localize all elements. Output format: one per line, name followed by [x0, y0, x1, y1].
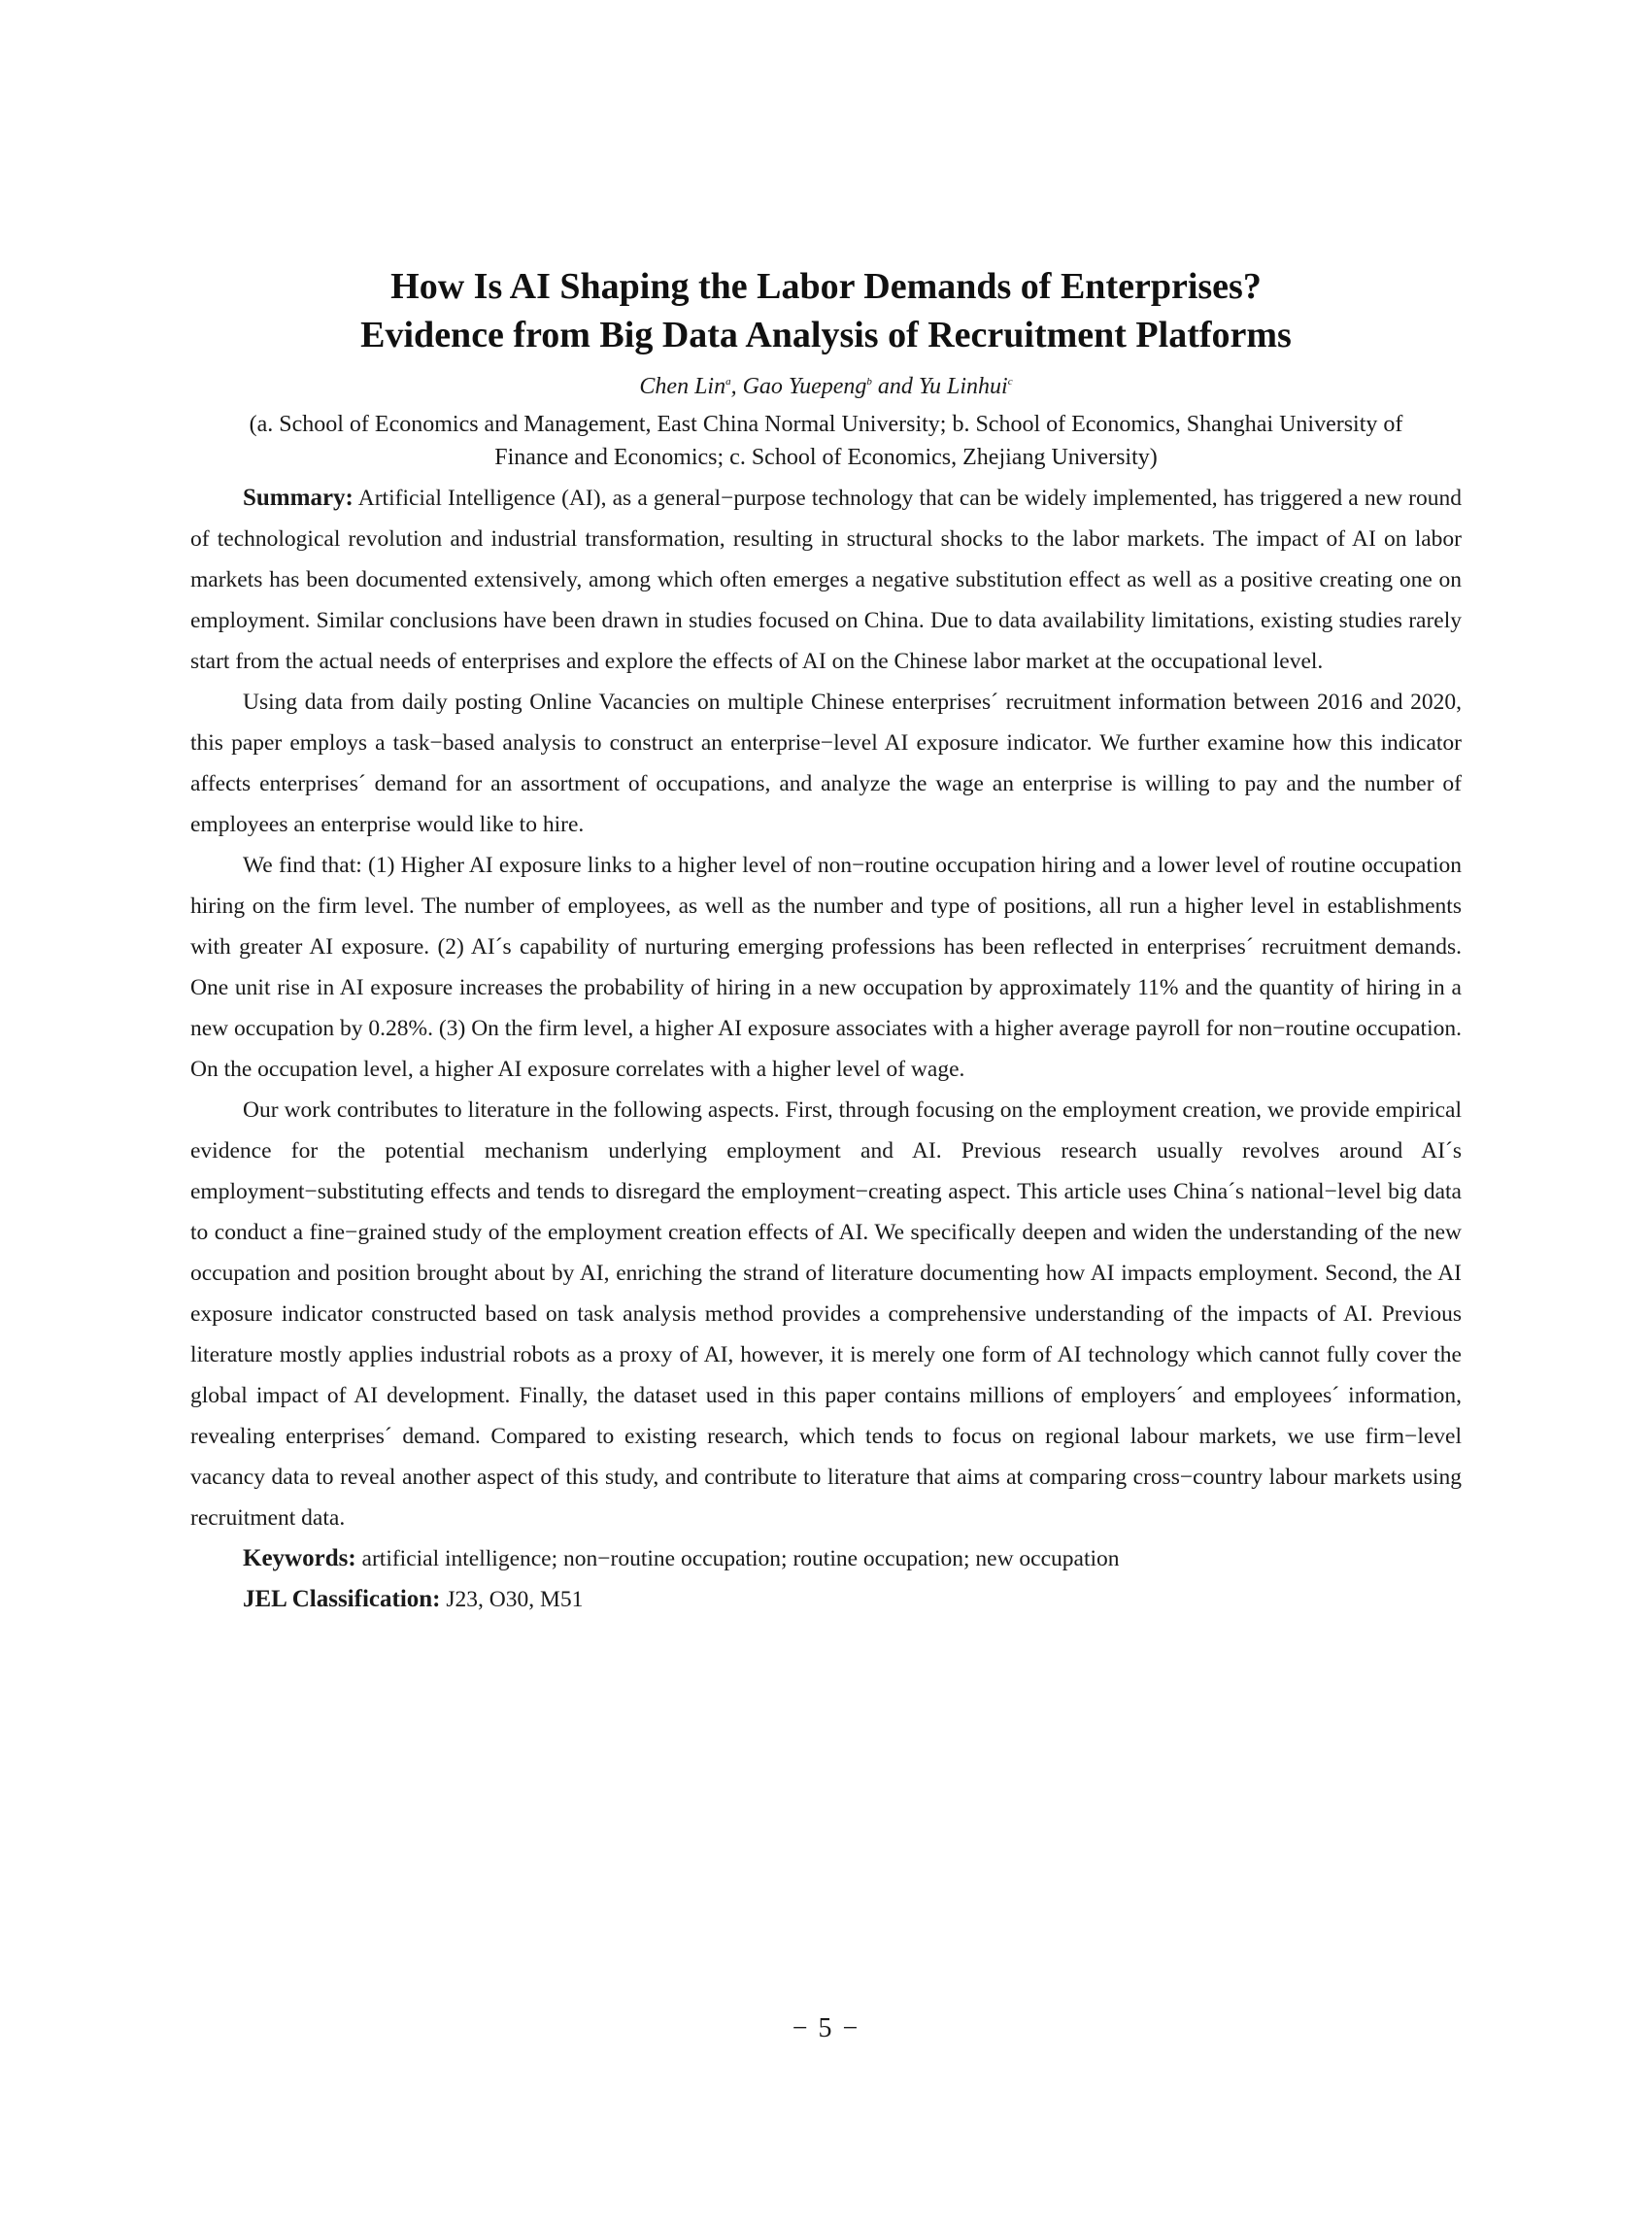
body-paragraph-4: Our work contributes to literature in the following aspects. First, through focusing on the employment creation, we provide empirical evidence for the potential mechanism underlying employment and AI. Previous research usually revolves around AI´s employment−substituting effects and tends to disregard the employment−creating aspect. This article uses China´s national−level big data to conduct a fine−grained study of the employment creation effects of AI. We specifically deepen and widen the understanding of the new occupation and position brought about by AI, enriching the strand of literature documenting how AI impacts employment. Second, the AI exposure indicator constructed based on task analysis method provides a comprehensive understanding of the impacts of AI. Previous literature mostly applies industrial robots as a proxy of AI, however, it is merely one form of AI technology which cannot fully cover the global impact of AI development. Finally, the dataset used in this paper contains millions of employers´ and employees´ information, revealing enterprises´ demand. Compared to existing research, which tends to focus on regional labour markets, we use firm−level vacancy data to reveal another aspect of this study, and contribute to literature that aims at comparing cross−country labour markets using recruitment data. — [190, 1097, 1462, 1531]
title-line-1: How Is AI Shaping the Labor Demands of Enterprises? — [390, 266, 1262, 307]
keywords-label: Keywords: — [243, 1545, 356, 1571]
author-list — [190, 371, 1462, 402]
author-separator: , — [730, 374, 743, 399]
author-1-affil-mark: a — [725, 376, 731, 388]
summary-paragraph — [190, 478, 1462, 682]
author-3: Yu Linhui — [918, 374, 1008, 399]
body-paragraph-3: We find that: (1) Higher AI exposure links to a higher level of non−routine occupation hiring and a lower level of routine occupation hiring on the firm level. The number of employees, as well as the number and type of positions, all run a higher level in establishments with greater AI exposure. (2) AI´s capability of nurturing emerging professions has been reflected in enterprises´ recruitment demands. One unit rise in AI exposure increases the probability of hiring in a new occupation by approximately 11% and the quantity of hiring in a new occupation by 0.28%. (3) On the firm level, a higher AI exposure associates with a higher average payroll for non−routine occupation. On the occupation level, a higher AI exposure correlates with a higher level of wage. — [190, 853, 1462, 1082]
summary-label: Summary: — [243, 485, 354, 511]
author-2-affil-mark: b — [866, 376, 872, 388]
page-number: − 5 − — [792, 2013, 860, 2043]
paper-page — [190, 262, 1462, 1620]
jel-label: JEL Classification: — [243, 1586, 441, 1612]
jel-line — [190, 1579, 1462, 1620]
author-2: Gao Yuepeng — [742, 374, 867, 399]
paper-title — [190, 262, 1462, 359]
author-separator: and — [871, 374, 919, 399]
keywords-text: artificial intelligence; non−routine occupation; routine occupation; new occupation — [361, 1546, 1120, 1571]
summary-text: Artificial Intelligence (AI), as a general−purpose technology that can be widely implemented, has triggered a new round of technological revolution and industrial transformation, resulting in structural shocks to the labor markets. The impact of AI on labor markets has been documented extensively, among which often emerges a negative substitution effect as well as a positive creating one on employment. Similar conclusions have been drawn in studies focused on China. Due to data availability limitations, existing studies rarely start from the actual needs of enterprises and explore the effects of AI on the Chinese labor market at the occupational level. — [190, 486, 1462, 674]
author-3-affil-mark: c — [1007, 376, 1013, 388]
author-1: Chen Lin — [639, 374, 726, 399]
keywords-line — [190, 1538, 1462, 1579]
title-line-2: Evidence from Big Data Analysis of Recruitment Platforms — [360, 315, 1292, 355]
affiliations: (a. School of Economics and Management, East China Normal University; b. School of Economics, Shanghai University of Finance and Economics; c. School of Economics, Zhejiang University) — [249, 412, 1403, 470]
body-paragraph-2: Using data from daily posting Online Vacancies on multiple Chinese enterprises´ recruitment information between 2016 and 2020, this paper employs a task−based analysis to construct an enterprise−level AI exposure indicator. We further examine how this indicator affects enterprises´ demand for an assortment of occupations, and analyze the wage an enterprise is willing to pay and the number of employees an enterprise would like to hire. — [190, 690, 1462, 837]
jel-codes: J23, O30, M51 — [446, 1587, 584, 1612]
